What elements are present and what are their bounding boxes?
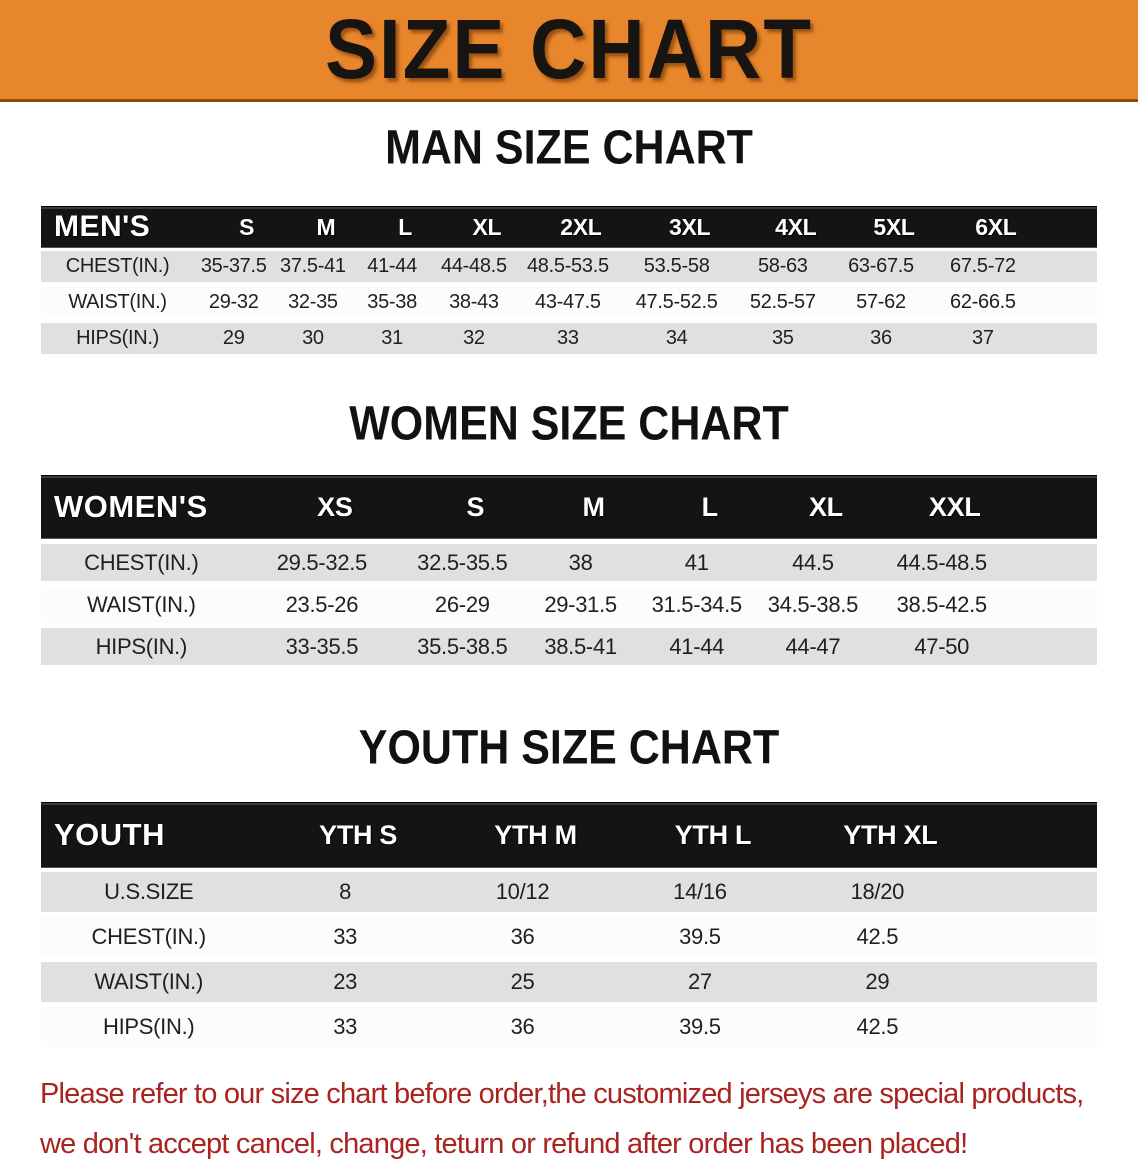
- cell-value: 41-44: [367, 255, 417, 277]
- cell-value: 42.5: [856, 1014, 899, 1039]
- cell-value: 57-62: [856, 291, 906, 313]
- cell-value: 33-35.5: [285, 633, 359, 659]
- cell-value: 36: [870, 327, 892, 349]
- row-label: WAIST(IN.): [68, 291, 167, 313]
- cell-value: 32-35: [288, 291, 338, 313]
- column-header: 5XL: [873, 213, 915, 240]
- cell-value: 53.5-58: [643, 255, 710, 277]
- cell-value: 31.5-34.5: [651, 591, 742, 617]
- row-label: HIPS(IN.): [95, 633, 188, 659]
- cell-value: 29-32: [208, 291, 259, 313]
- order-policy-note: [40, 1069, 1100, 1169]
- cell-value: 36: [510, 1014, 535, 1039]
- cell-value: 48.5-53.5: [526, 255, 609, 277]
- cell-value: 47.5-52.5: [635, 291, 718, 313]
- table-row: [41, 251, 1097, 282]
- row-label: U.S.SIZE: [104, 879, 194, 904]
- cell-value: 39.5: [679, 924, 721, 949]
- cell-value: 35-37.5: [200, 255, 267, 277]
- cell-value: 32.5-35.5: [417, 549, 508, 575]
- table-row: [41, 287, 1097, 318]
- cell-value: 10/12: [495, 879, 550, 904]
- row-label: CHEST(IN.): [65, 255, 170, 277]
- cell-value: 34.5-38.5: [767, 591, 859, 617]
- cell-value: 35-38: [367, 291, 417, 313]
- youth-section-heading: [0, 722, 1138, 784]
- column-header: YTH XL: [843, 819, 938, 850]
- cell-value: 35: [771, 327, 794, 349]
- cell-value: 44.5: [792, 549, 834, 575]
- table-row: [41, 917, 1097, 957]
- table-row: [41, 1007, 1097, 1047]
- cell-value: 58-63: [757, 255, 808, 277]
- cell-value: 18/20: [850, 879, 905, 904]
- cell-value: 37.5-41: [280, 255, 346, 277]
- cell-value: 29: [865, 969, 890, 994]
- column-header: M: [316, 213, 336, 240]
- table-row: [41, 872, 1097, 912]
- table-corner-label: WOMEN'S: [54, 489, 208, 524]
- cell-value: 33: [333, 924, 358, 949]
- table-row: [41, 544, 1097, 581]
- cell-value: 31: [381, 327, 403, 349]
- row-label: HIPS(IN.): [103, 1014, 195, 1039]
- cell-value: 43-47.5: [535, 291, 601, 313]
- cell-value: 26-29: [434, 591, 490, 617]
- cell-value: 41-44: [669, 633, 725, 659]
- column-header: 6XL: [975, 213, 1017, 240]
- cell-value: 67.5-72: [950, 255, 1016, 277]
- cell-value: 38-43: [449, 291, 499, 313]
- women-size-table: [41, 475, 1097, 665]
- table-corner-label: YOUTH: [54, 817, 165, 852]
- row-label: WAIST(IN.): [87, 591, 196, 617]
- cell-value: 14/16: [673, 879, 727, 904]
- column-header: XL: [472, 213, 502, 240]
- cell-value: 36: [510, 924, 535, 949]
- column-header: L: [398, 213, 412, 240]
- table-header-row: [41, 475, 1097, 538]
- cell-value: 41: [684, 549, 709, 575]
- cell-value: 29.5-32.5: [276, 549, 367, 575]
- cell-value: 44-48.5: [441, 255, 507, 277]
- table-row: [41, 323, 1097, 354]
- column-header: YTH S: [319, 819, 398, 850]
- row-label: WAIST(IN.): [94, 969, 204, 994]
- cell-value: 44.5-48.5: [896, 549, 987, 575]
- cell-value: 33: [333, 1014, 358, 1039]
- table-header-row: [41, 206, 1097, 247]
- row-label: CHEST(IN.): [91, 924, 206, 949]
- cell-value: 42.5: [856, 924, 899, 949]
- column-header: M: [582, 491, 605, 522]
- men-section-heading: [0, 122, 1138, 184]
- column-header: 2XL: [560, 213, 602, 240]
- cell-value: 62-66.5: [950, 291, 1016, 313]
- banner: [0, 0, 1138, 102]
- youth-section-heading-text: YOUTH SIZE CHART: [358, 721, 780, 775]
- men-section-heading-text: MAN SIZE CHART: [385, 121, 753, 175]
- column-header: S: [466, 491, 485, 522]
- column-header: 4XL: [775, 213, 817, 240]
- row-label: HIPS(IN.): [76, 327, 159, 349]
- cell-value: 52.5-57: [749, 291, 816, 313]
- cell-value: 38: [568, 549, 593, 575]
- column-header: S: [239, 213, 255, 240]
- women-section-heading: [0, 398, 1138, 460]
- column-header: XXL: [928, 491, 981, 522]
- table-row: [41, 628, 1097, 665]
- cell-value: 27: [688, 969, 712, 994]
- cell-value: 37: [972, 327, 994, 349]
- column-header: L: [701, 491, 718, 522]
- table-row: [41, 586, 1097, 623]
- cell-value: 23.5-26: [285, 591, 359, 617]
- cell-value: 63-67.5: [848, 255, 914, 277]
- cell-value: 47-50: [914, 633, 970, 659]
- order-policy-line-1: Please refer to our size chart before order,the customized jerseys are special products,: [40, 1078, 1084, 1110]
- row-label: CHEST(IN.): [84, 549, 199, 575]
- column-header: XS: [317, 491, 353, 522]
- order-policy-line-2: we don't accept cancel, change, teturn or refund after order has been placed!: [40, 1128, 968, 1160]
- cell-value: 33: [557, 327, 579, 349]
- cell-value: 44-47: [785, 633, 841, 659]
- cell-value: 23: [333, 969, 358, 994]
- cell-value: 8: [339, 879, 352, 904]
- column-header: 3XL: [669, 213, 711, 240]
- table-corner-label: MEN'S: [54, 210, 151, 243]
- cell-value: 38.5-41: [544, 633, 617, 659]
- column-header: YTH M: [494, 819, 577, 850]
- cell-value: 30: [302, 327, 324, 349]
- men-size-table: [41, 206, 1097, 354]
- youth-size-table: [41, 802, 1097, 1047]
- banner-title: SIZE CHART: [325, 1, 813, 97]
- column-header: XL: [808, 491, 843, 522]
- cell-value: 34: [665, 327, 688, 349]
- cell-value: 29: [222, 327, 245, 349]
- cell-value: 25: [510, 969, 535, 994]
- cell-value: 32: [463, 327, 485, 349]
- cell-value: 35.5-38.5: [417, 633, 508, 659]
- table-row: [41, 962, 1097, 1002]
- cell-value: 29-31.5: [544, 591, 617, 617]
- column-header: YTH L: [674, 819, 752, 850]
- cell-value: 39.5: [679, 1014, 721, 1039]
- women-section-heading-text: WOMEN SIZE CHART: [349, 397, 789, 451]
- cell-value: 38.5-42.5: [896, 591, 987, 617]
- table-header-row: [41, 802, 1097, 867]
